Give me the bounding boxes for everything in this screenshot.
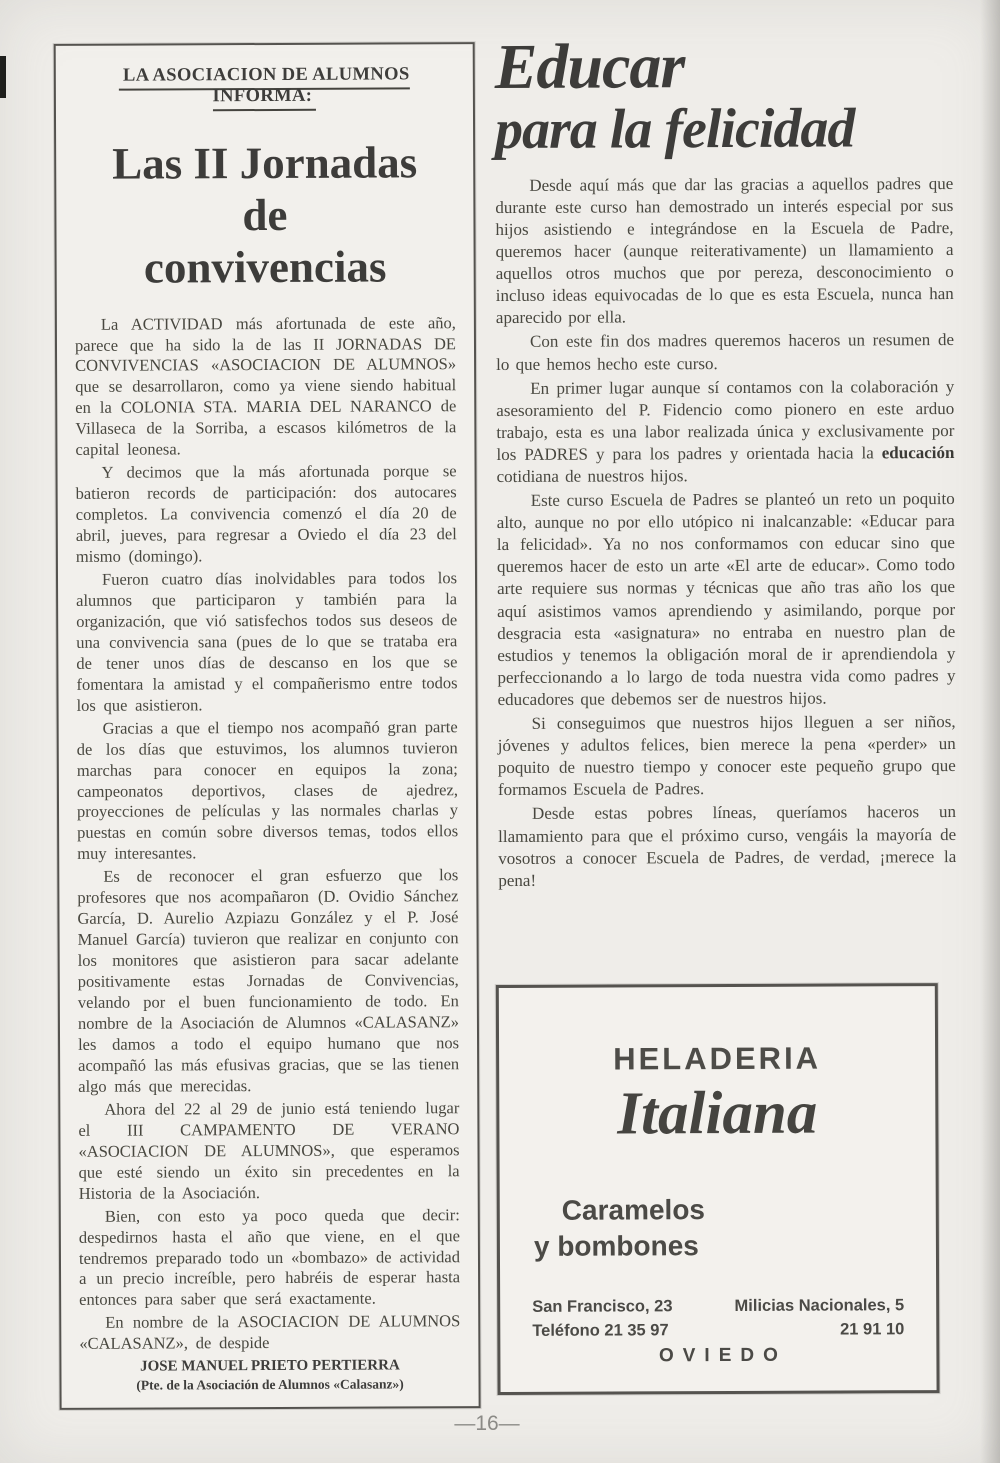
ad-product-line: y bombones (533, 1229, 699, 1262)
left-article-box (54, 42, 481, 1410)
paragraph: Ahora del 22 al 29 de junio está teniendo lugar el III CAMPAMENTO DE VERANO «ASOCIACION DE ALUMNOS», que esperamos que esté siendo un éxito sin precedentes en la Historia de la Asociación. (78, 1098, 460, 1203)
paragraph: Fueron cuatro días inolvidables para todos los alumnos que participaron y también para la organización, que vió satisfechos todos sus deseos de una convivencia sana (pues de lo que se trataba era de tener unos días de descanso en los que se fomentara la amistad y el compañerismo entre todos los que asistieron. (76, 568, 458, 715)
scan-artifact-mark (0, 56, 6, 98)
ad-address-street: San Francisco, 23 (532, 1297, 673, 1317)
left-article-title (74, 136, 456, 294)
signoff-role: (Pte. de la Asociación de Alumnos «Calasanz») (136, 1376, 404, 1393)
right-article-body (495, 173, 956, 892)
title-line: convivencias (143, 241, 387, 293)
paragraph: Desde aquí más que dar las gracias a aquellos padres que durante este curso han demostrado un interés especial por sus hijos asistiendo e integrándose en la Escuela de Padre, queremos hacer (aunque reiterativamente) un llamamiento a aquellos otros muchos que por pereza, desconocimiento o incluso ideas equivocadas de lo que es esta Escuela, nunca han aparecido por ella. (495, 173, 954, 328)
paragraph: Si conseguimos que nuestros hijos lleguen a ser niños, jóvenes y adultos felices, bien merece la pena «perder» un poquito de nuestro tiempo y conocer este pequeño grupo que formamos Escuela de Padres. (497, 712, 956, 800)
kicker-row (74, 64, 455, 108)
ad-address-phone: 21 91 10 (840, 1320, 905, 1339)
paragraph: Y decimos que la más afortunada porque se batieron records de participación: dos autocares completos. La convivencia comenzó el día 20 de abril, jueves, para regresar a Oviedo el día 23 del mismo (domingo). (75, 461, 457, 566)
right-article (495, 32, 957, 894)
paragraph: En nombre de la ASOCIACION DE ALUMNOS «CALASANZ», de despide (79, 1311, 461, 1354)
title-line: Las II Jornadas (112, 137, 418, 189)
right-article-title (495, 32, 954, 159)
ad-city: OVIEDO (658, 1344, 787, 1367)
ad-brand-top: HELADERIA (613, 1040, 822, 1077)
page-number: —16— (454, 1412, 520, 1435)
title-line: de (242, 190, 288, 241)
paragraph: Bien, con esto ya poco queda que decir: despedirnos hasta el año que viene, en el que tendremos preparado todo un «bombazo» de actividad a un precio increíble, pero habréis de esperar hasta entonces para saber que será exactamente. (78, 1204, 461, 1310)
ad-address-left (532, 1295, 673, 1343)
title-line: para la felicidad (494, 96, 855, 161)
left-article-body (75, 313, 461, 1355)
paragraph-text: cotidiana de nuestros hijos. (496, 466, 688, 487)
emphasized-word: educación (881, 442, 955, 463)
ad-address-row (500, 1294, 936, 1344)
ad-address-phone: Teléfono 21 35 97 (532, 1321, 669, 1340)
ad-box-heladeria-italiana (496, 983, 940, 1395)
signoff-name: JOSE MANUEL PRIETO PERTIERRA (140, 1357, 400, 1375)
ad-brand-main: Italiana (617, 1079, 818, 1148)
paragraph-text: En primer lugar aunque sí contamos con la colaboración y asesoramiento del P. Fidencio como pionero en este arduo trabajo, esta es una labor realizada única y exclusivamente por los PADRES y para los padres y orientada hacia la (496, 376, 955, 464)
ad-product-line: Caramelos (561, 1194, 706, 1226)
kicker-headline: LA ASOCIACION DE ALUMNOS INFORMA: (119, 64, 410, 111)
ad-address-street: Milicias Nacionales, 5 (734, 1296, 905, 1316)
scan-edge-shadow (980, 0, 1000, 1463)
paragraph (496, 376, 954, 488)
paragraph: Este curso Escuela de Padres se planteó un reto un poquito alto, aunque no por ello utópico ni inalcanzable: «Educar para la felicidad». Ya no nos conformamos con educar sino que queremos hacer de esto un arte «El arte de educar». Como todo arte requiere sus normas y técnicas que año tras año los que aquí asistimos vamos aprendiendo y asimilando, porque por desgracia esta «asignatura» no entraba en nuestro plan de estudios y tenemos la obligación moral de ir aprendiendola y perfeccionando a lo largo de toda nuestra vida como padres y educadores que debemos ser de nuestros hijos. (496, 489, 956, 709)
title-line: Educar (494, 30, 685, 103)
paragraph: Gracias a que el tiempo nos acompañó gran parte de los días que estuvimos, los alumnos tuvieron marchas para conocer en equipos la zona; campeonatos deportivos, clases de ajedrez, proyecciones de películas y las normales charlas y puestas en común sobre diversos temas, todos ellos muy interesantes. (76, 716, 459, 864)
paragraph: Desde estas pobres líneas, queríamos haceros un llamamiento para que el próximo curso, vengáis la mayoría de vosotros a conocer Escuela de Padres, de verdad, ¡merece la pena! (498, 802, 957, 890)
paragraph: Es de reconocer el gran esfuerzo que los profesores que nos acompañaron (D. Ovidio Sánchez García, D. Aurelio Azpiazu González y el P. José Manuel García) tuvieron que realizar en conjunto con los monitores que asistieron para sacar adelante positivamente estas Jornadas de Convivencias, velando por el buen funcionamiento de todo. En nombre de la Asociación de Alumnos «CALASANZ» les damos a todo el equipo humano que nos acompañó las más efusivas gracias, que se las tienen algo más que merecidas. (77, 865, 460, 1096)
paragraph: La ACTIVIDAD más afortunada de este año, parece que ha sido la de las II JORNADAS DE CONVIVENCIAS «ASOCIACION DE ALUMNOS» que se desarrollaron, como ya viene siendo habitual en la COLONIA STA. MARIA DEL NARANCO de Villaseca de la Sorriba, a escasos kilómetros de la capital leonesa. (74, 312, 457, 460)
paragraph: Con este fin dos madres queremos haceros un resumen de lo que hemos hecho este curso. (496, 330, 955, 374)
ad-address-right (734, 1294, 904, 1343)
